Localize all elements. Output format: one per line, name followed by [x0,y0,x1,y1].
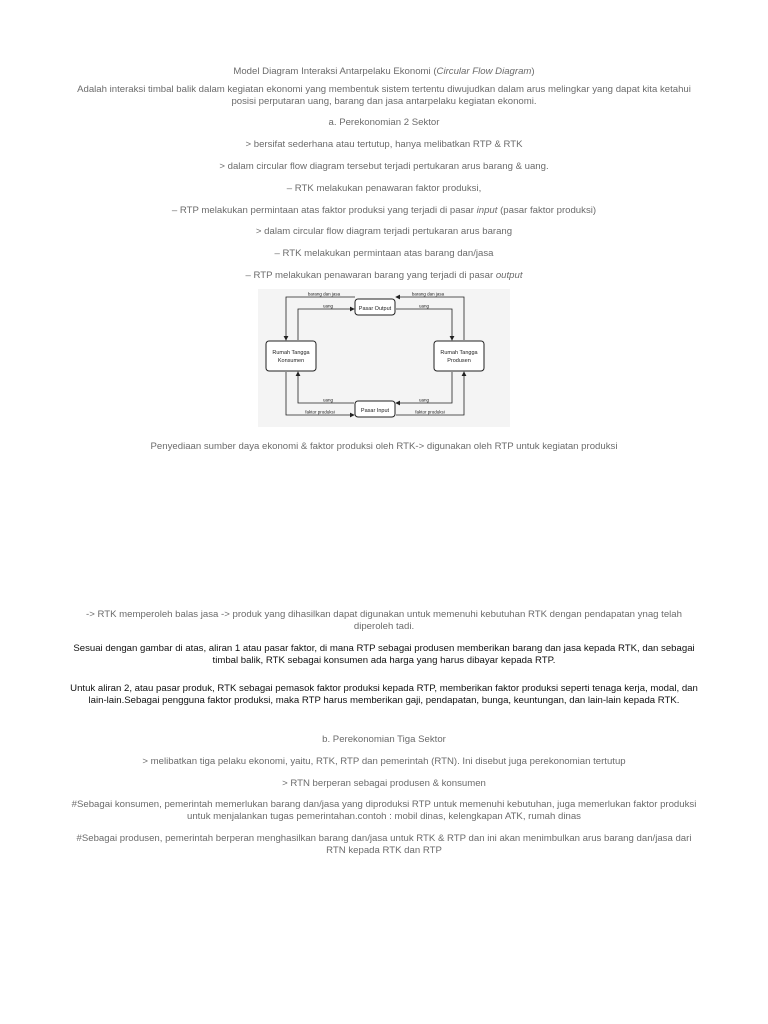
circular-flow-diagram [258,289,510,427]
title-text: Model Diagram Interaksi Antarpelaku Ekonomi ( [233,66,437,77]
section-b-line-3: #Sebagai konsumen, pemerintah memerlukan barang dan/jasa yang diproduksi RTP untuk memenuhi kebutuhan, juga memerlukan faktor produksi untuk menjalankan tugas pemerintahan.contoh : mobil dinas, kelengkapan ATK, rumah dinas [71,799,697,822]
label-bottom-right-inner: uang [418,397,430,403]
title-suffix: ) [531,66,535,77]
label-bottom-right-outer: faktor produksi [415,409,445,415]
section-a-line-6: – RTK melakukan permintaan atas barang dan/jasa [274,248,494,259]
flow-2-paragraph: Untuk aliran 2, atau pasar produk, RTK sebagai pemasok faktor produksi kepada RTP, memberikan faktor produksi seperti tenaga kerja, modal, dan lain-lain.Sebagai pengguna faktor produksi, maka RTP harus memberikan gaji, pendapatan, bunga, keuntungan, dan lain-lain kepada RTK. [70,683,698,706]
line-7-italic: output [495,270,523,281]
section-a-line-7 [66,270,702,282]
section-a-line-3: – RTK melakukan penawaran faktor produksi, [286,183,482,194]
rtk-balas-jasa-paragraph: -> RTK memperoleh balas jasa -> produk yang dihasilkan dapat digunakan untuk memenuhi kebutuhan RTK dengan pendapatan ynag telah diperoleh tadi. [86,609,682,632]
section-b-heading: b. Perekonomian Tiga Sektor [322,734,446,745]
label-top-right-outer: barang dan jasa [411,291,445,297]
label-bottom-left-outer: faktor produksi [305,409,335,415]
section-b-line-4: #Sebagai produsen, pemerintah berperan menghasilkan barang dan/jasa untuk RTK & RTP dan ini akan menimbulkan arus barang dan/jasa dari RTN kepada RTK dan RTP [76,833,692,856]
label-top-right-inner: uang [418,303,430,309]
intro-paragraph: Adalah interaksi timbal balik dalam kegiatan ekonomi yang membentuk sistem tertentu diwujudkan dalam arus melingkar yang dapat kita ketahui posisi perputaran uang, barang dan jasa antarpelaku kegiatan ekonomi. [77,84,691,107]
rtp-label-1: Rumah Tangga [440,350,478,356]
rtk-label-1: Rumah Tangga [272,350,310,356]
diagram-caption: Penyediaan sumber daya ekonomi & faktor produksi oleh RTK-> digunakan oleh RTP untuk kegiatan produksi [150,441,618,452]
section-a-heading: a. Perekonomian 2 Sektor [328,117,440,128]
circular-flow-svg [258,289,510,427]
line-7-text: – RTP melakukan penawaran barang yang terjadi di pasar [245,270,496,281]
section-a-line-4 [66,205,702,217]
label-bottom-left-inner: uang [322,397,334,403]
title-italic: Circular Flow Diagram [436,66,532,77]
section-b-line-2: > RTN berperan sebagai produsen & konsumen [282,778,486,789]
rtp-label-2: Produsen [447,358,471,364]
label-top-left-outer: barang dan jasa [307,291,341,297]
pasar-output-label: Pasar Output [358,306,392,312]
rtk-label-2: Konsumen [277,358,305,364]
document-title [66,66,702,78]
line-4-suffix: (pasar faktor produksi) [497,205,597,216]
rtp-box [434,341,484,371]
line-4-italic: input [476,205,498,216]
pasar-input-label: Pasar Input [360,408,390,414]
section-a-line-2: > dalam circular flow diagram tersebut terjadi pertukaran arus barang & uang. [219,161,549,172]
flow-1-paragraph: Sesuai dengan gambar di atas, aliran 1 atau pasar faktor, di mana RTP sebagai produsen memberikan barang dan jasa kepada RTK, dan sebagai timbal balik, RTK sebagai konsumen ada harga yang harus dibayar kepada RTP. [73,643,695,666]
label-top-left-inner: uang [322,303,334,309]
line-4-text: – RTP melakukan permintaan atas faktor produksi yang terjadi di pasar [171,205,477,216]
section-a-line-5: > dalam circular flow diagram terjadi pertukaran arus barang [255,226,513,237]
section-b-line-1: > melibatkan tiga pelaku ekonomi, yaitu, RTK, RTP dan pemerintah (RTN). Ini disebut juga perekonomian tertutup [142,756,626,767]
section-a-line-1: > bersifat sederhana atau tertutup, hanya melibatkan RTP & RTK [245,139,523,150]
rtk-box [266,341,316,371]
